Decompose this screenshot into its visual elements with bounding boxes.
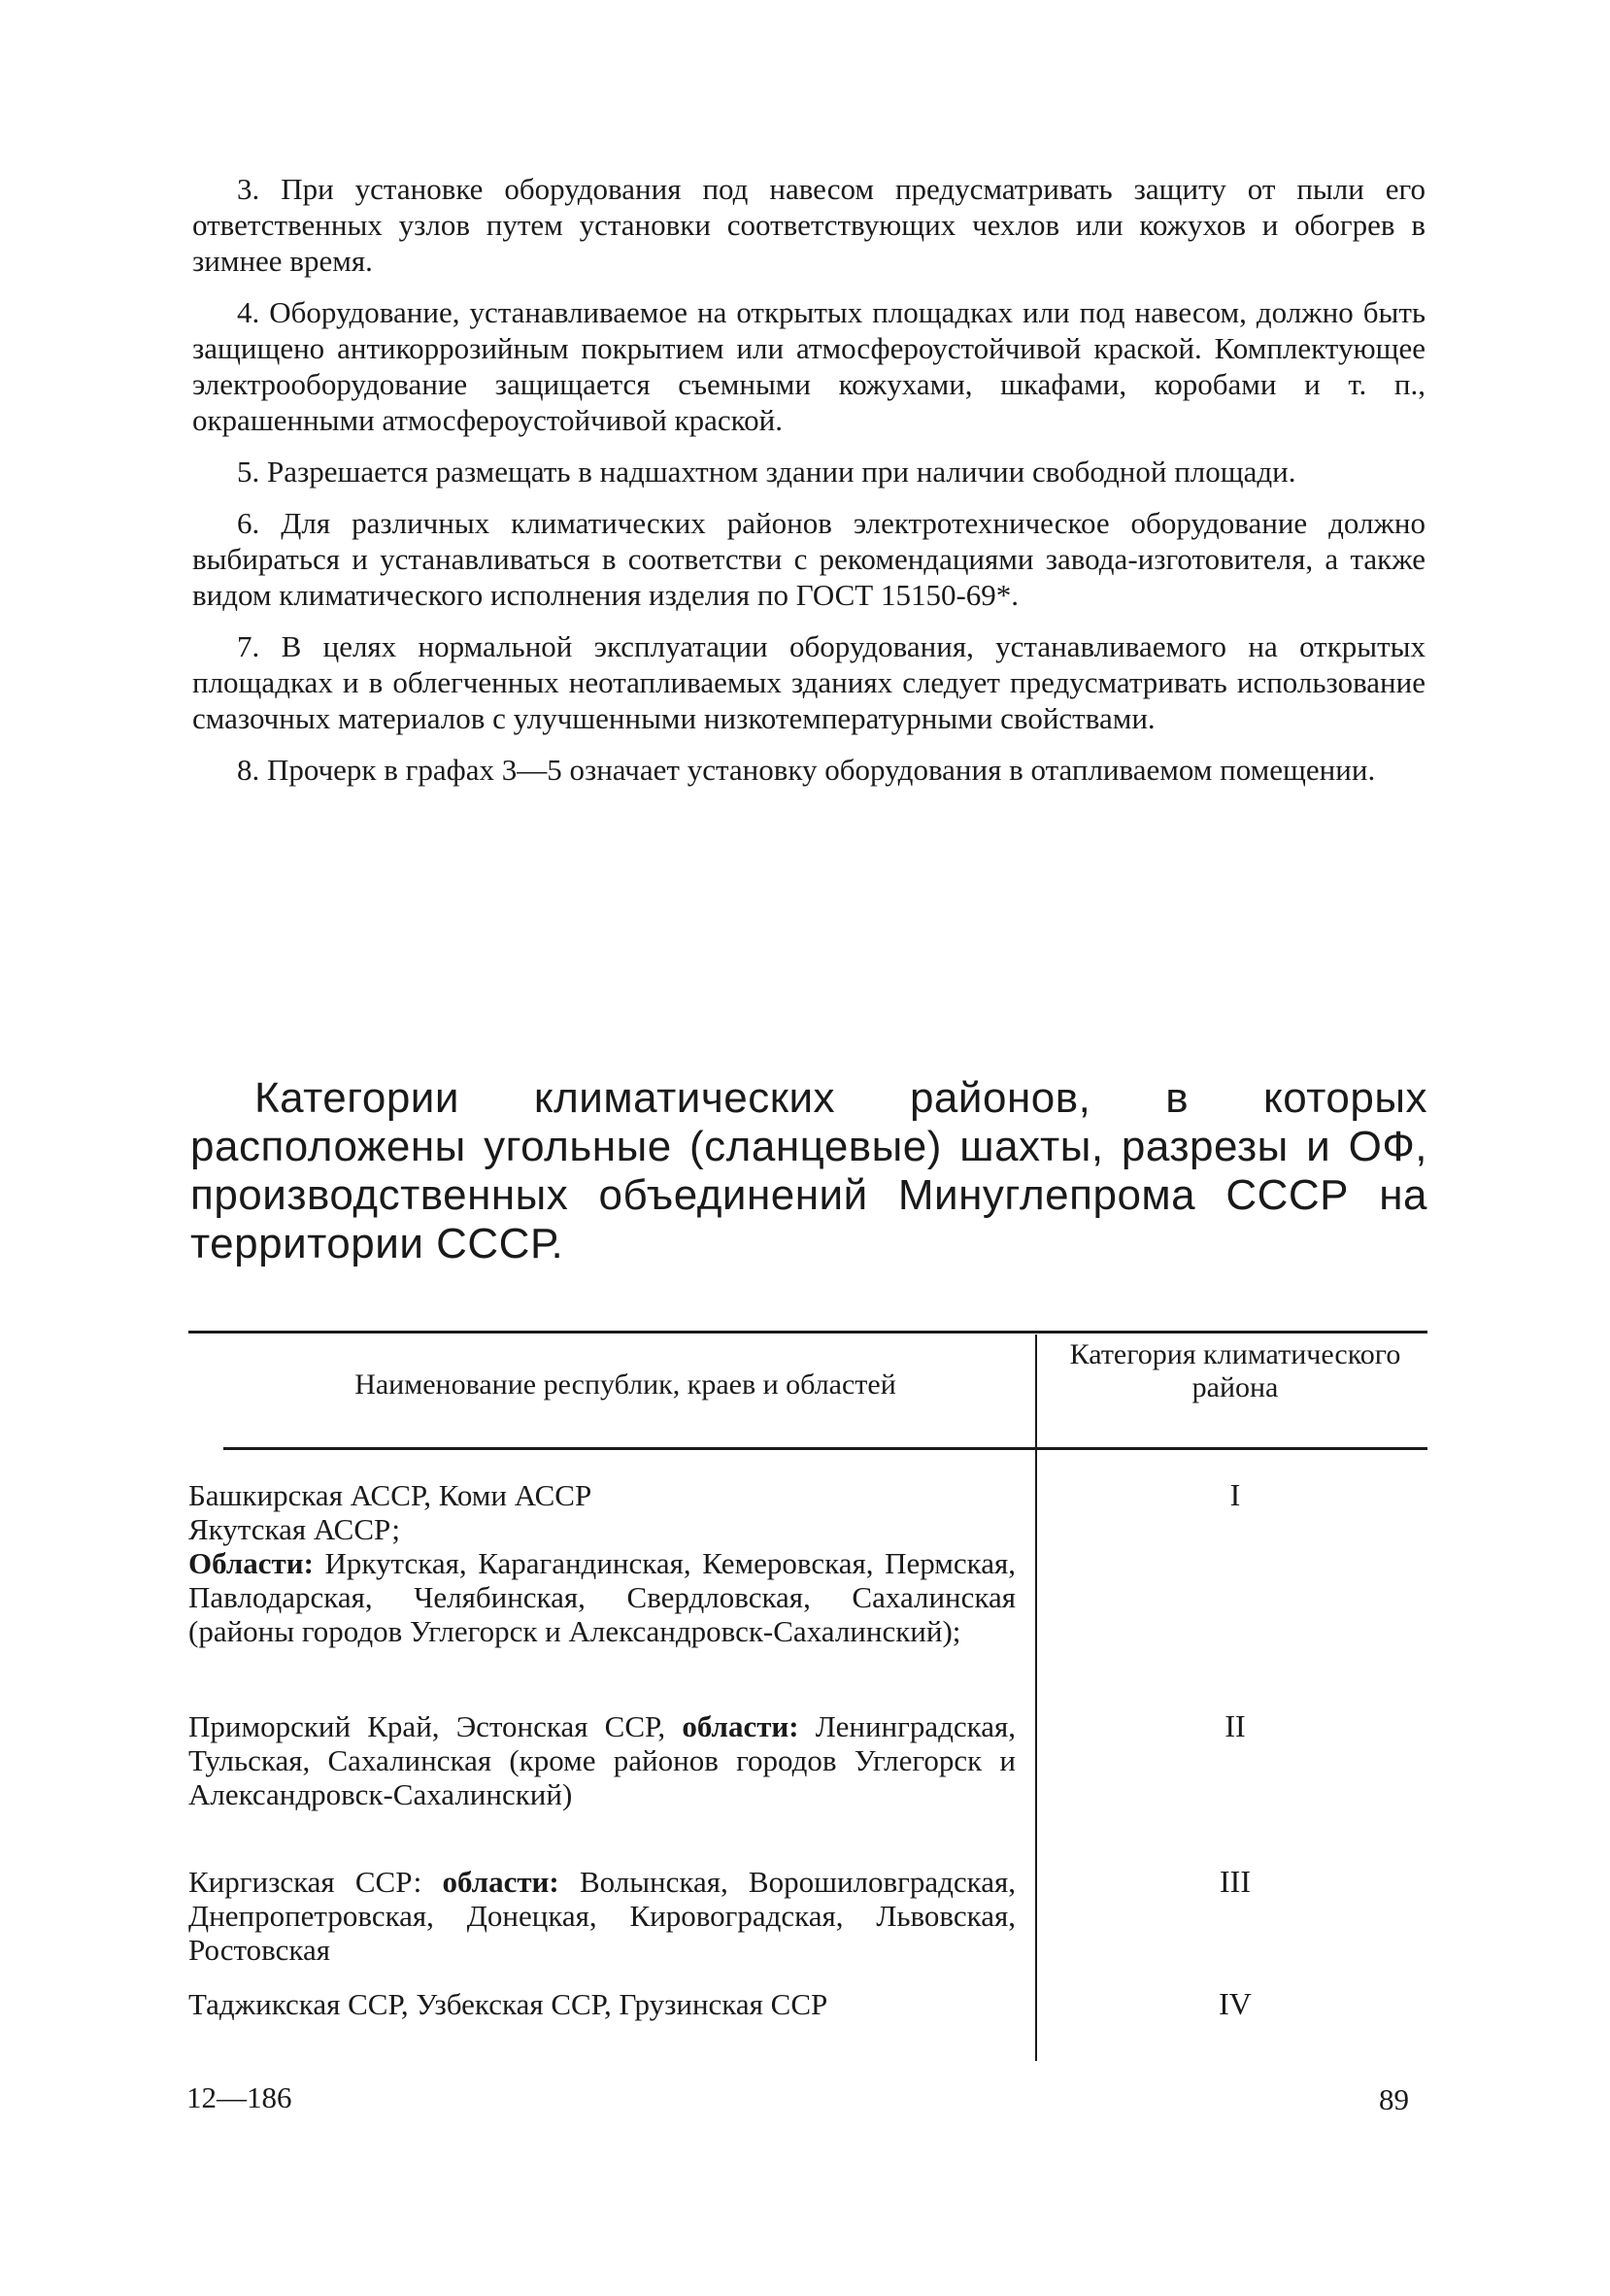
note-7: 7. В целях нормальной эксплуатации оборудования, устанавливаемого на открытых площадках и в облегченных неотапливаемых зданиях следует предусматривать использование смазочных материалов с улучшенными низкотемпературными свойствами. (192, 629, 1426, 735)
row-text: Волынская, Ворошиловградская, Днепропетровская, Донецкая, Кировоградская, Львовская, Ростовская (188, 1865, 1017, 1967)
table-column-divider (1035, 1334, 1037, 2061)
table-header-rule (223, 1447, 1427, 1450)
table-top-rule (188, 1331, 1427, 1334)
page-number: 89 (1379, 2082, 1409, 2116)
row-lead: Киргизская ССР: (188, 1865, 422, 1899)
note-5: 5. Разрешается размещать в надшахтном здании при наличии свободной площади. (237, 455, 1296, 489)
row-category: III (1220, 1864, 1251, 1899)
row-name-cell (188, 1987, 1016, 2021)
column-header-name: Наименование республик, краев и областей (354, 1368, 896, 1401)
row-text: Таджикская ССР, Узбекская ССР, Грузинская ССР (188, 1987, 828, 2021)
note-4: 4. Оборудование, устанавливаемое на открытых площадках или под навесом, должно быть защищено антикоррозийным покрытием или атмосфероустойчивой краской. Комплектующее электрооборудование защищается съемными кожухами, шкафами, коробами и т. п., окрашенными атмосфероустойчивой краской. (192, 295, 1426, 437)
notes-section (192, 171, 1426, 803)
row-line: Башкирская АССР, Коми АССР (188, 1478, 592, 1512)
row-bold-label: области: (442, 1865, 559, 1899)
row-text: Ленинградская, Тульская, Сахалинская (кроме районов городов Углегорск и Александровск-Сахалинский) (188, 1709, 1017, 1811)
row-category: II (1224, 1708, 1246, 1743)
note-3: 3. При установке оборудования под навесом предусматривать защиту от пыли его ответственных узлов путем установки соответствующих чехлов или кожухов и обогрев в зимнее время. (192, 172, 1426, 278)
row-line: Якутская АССР; (188, 1512, 401, 1546)
row-bold-label: Области: (188, 1546, 314, 1580)
row-category: IV (1219, 1986, 1252, 2021)
row-text: Иркутская, Карагандинская, Кемеровская, Пермская, Павлодарская, Челябинская, Свердловская, Сахалинская (районы городов Углегорск и Александровск-Сахалинский); (188, 1546, 1016, 1648)
row-category: I (1229, 1477, 1241, 1512)
note-6: 6. Для различных климатических районов электротехническое оборудование должно выбираться и устанавливаться в соответстви с рекомендациями завода-изготовителя, а также видом климатического исполнения изделия по ГОСТ 15150-69*. (192, 506, 1426, 612)
row-name-cell (188, 1865, 1016, 1967)
signature-mark: 12—186 (186, 2080, 292, 2114)
column-header-category: Категория климатического района (1069, 1338, 1401, 1403)
row-bold-label: области: (682, 1709, 799, 1743)
climate-category-table (188, 1331, 1427, 2061)
row-lead: Приморский Край, Эстонская ССР, (188, 1709, 666, 1743)
row-name-cell (188, 1478, 1016, 1648)
row-name-cell (188, 1709, 1016, 1811)
note-8: 8. Прочерк в графах 3—5 означает установку оборудования в отапливаемом помещении. (237, 753, 1376, 787)
table-heading: Категории климатических районов, в которых расположены угольные (сланцевые) шахты, разрезы и ОФ, производственных объединений Минуглепрома СССР на территории СССР. (190, 1074, 1427, 1267)
